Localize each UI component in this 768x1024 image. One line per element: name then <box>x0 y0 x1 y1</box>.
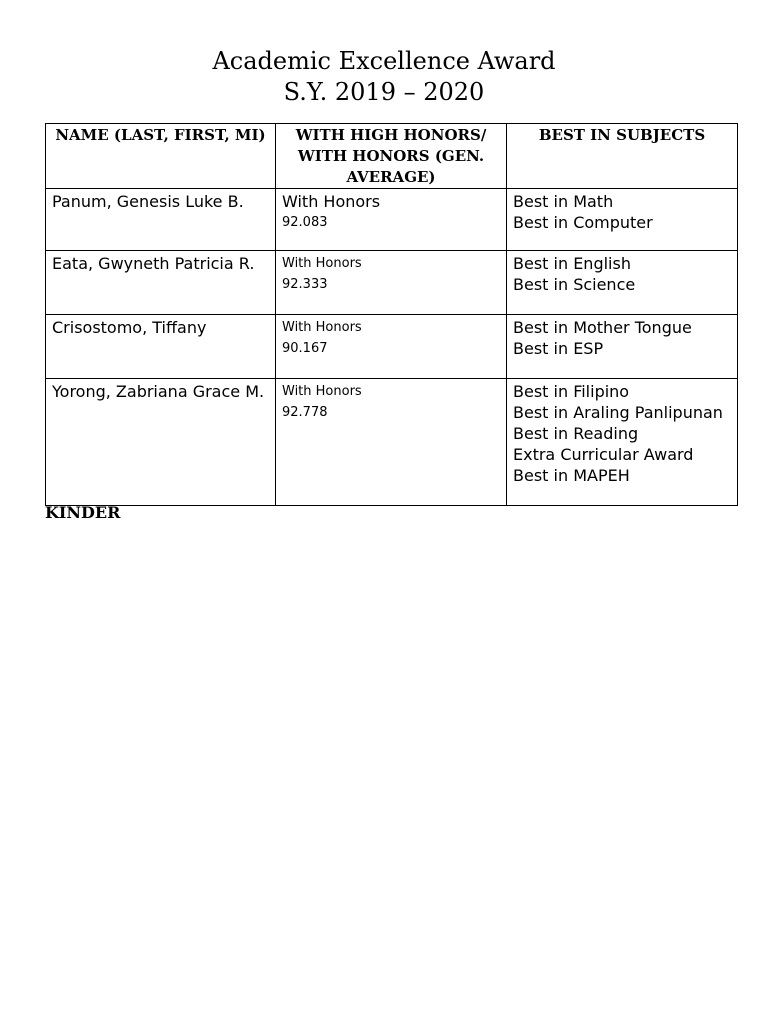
subjects-cell <box>507 189 738 251</box>
honor-cell <box>276 379 507 506</box>
subjects-cell <box>507 315 738 379</box>
student-name: Panum, Genesis Luke B. <box>46 189 276 251</box>
header-name: NAME (LAST, FIRST, MI) <box>46 124 276 189</box>
subject-award: Best in Mother Tongue <box>513 318 692 337</box>
subjects-cell <box>507 251 738 315</box>
general-average: 92.778 <box>282 405 328 420</box>
school-year: S.Y. 2019 – 2020 <box>283 78 485 106</box>
subject-award: Best in Reading <box>513 424 639 443</box>
general-average: 90.167 <box>282 341 328 356</box>
table-row <box>46 251 738 315</box>
table-row <box>46 379 738 506</box>
subject-award: Best in MAPEH <box>513 466 630 485</box>
subject-award: Best in Filipino <box>513 382 630 401</box>
subjects-cell <box>507 379 738 506</box>
document-title: Academic Excellence Award <box>212 47 556 75</box>
honor-label: With Honors <box>282 384 362 399</box>
table-row <box>46 189 738 251</box>
awards-table <box>45 123 738 506</box>
honor-label: With Honors <box>282 320 362 335</box>
table-row <box>46 315 738 379</box>
header-best-in-subjects: BEST IN SUBJECTS <box>507 124 738 189</box>
student-name: Crisostomo, Tiffany <box>46 315 276 379</box>
subject-award: Best in Science <box>513 275 636 294</box>
subject-award: Best in Araling Panlipunan <box>513 403 723 422</box>
subject-award: Extra Curricular Award <box>513 445 694 464</box>
student-name: Eata, Gwyneth Patricia R. <box>46 251 276 315</box>
table-header-row <box>46 124 738 189</box>
subject-award: Best in Math <box>513 192 614 211</box>
honor-cell <box>276 189 507 251</box>
subject-award: Best in English <box>513 254 631 273</box>
header-honors: WITH HIGH HONORS/ WITH HONORS (GEN. AVERAGE) <box>276 124 507 189</box>
subject-award: Best in ESP <box>513 339 604 358</box>
honor-label: With Honors <box>282 192 381 211</box>
grade-level-label: KINDER <box>45 503 121 522</box>
honor-label: With Honors <box>282 256 362 271</box>
student-name: Yorong, Zabriana Grace M. <box>46 379 276 506</box>
general-average: 92.333 <box>282 277 328 292</box>
general-average: 92.083 <box>282 215 328 230</box>
honor-cell <box>276 315 507 379</box>
subject-award: Best in Computer <box>513 213 653 232</box>
honor-cell <box>276 251 507 315</box>
